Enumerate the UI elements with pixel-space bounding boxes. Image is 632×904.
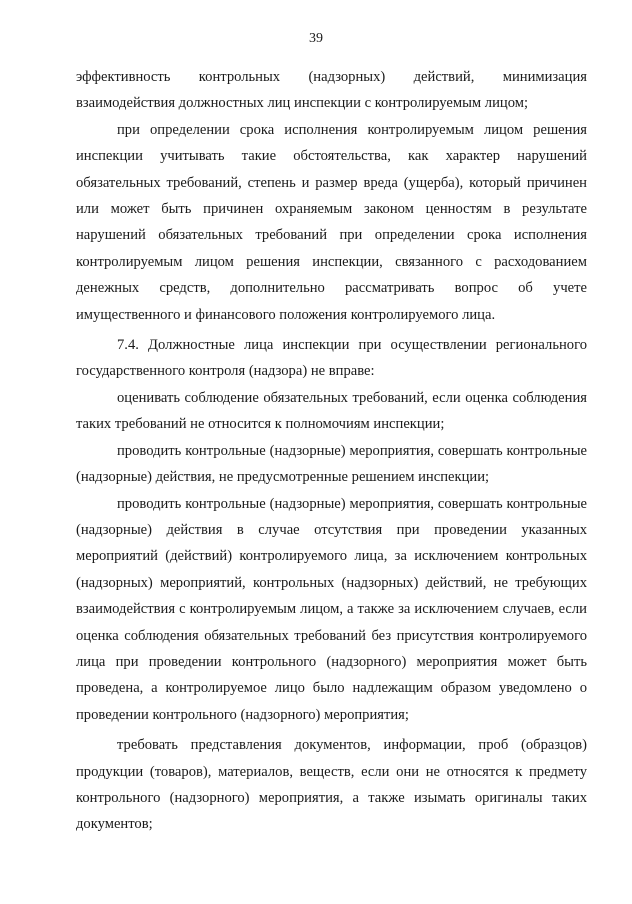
paragraph-unauthorized-actions: проводить контрольные (надзорные) мероприятия, совершать контрольные (надзорные) действия, не предусмотренные решением инспекции; <box>76 442 587 486</box>
page-number: 39 <box>309 31 323 46</box>
paragraph-assess-compliance: оценивать соблюдение обязательных требований, если оценка соблюдения таких требований не относится к полномочиям инспекции; <box>76 389 587 433</box>
paragraph-section-7-4: 7.4. Должностные лица инспекции при осуществлении регионального государственного контроля (надзора) не вправе: <box>76 337 587 380</box>
paragraph-execution-deadline: при определении срока исполнения контролируемым лицом решения инспекции учитывать такие обстоятельства, как характер нарушений обязательных требований, степень и размер вреда (ущерба), который причинен или может быть причинен охраняемым законом ценностям в результате нарушений обязательных требований при определении срока исполнения контролируемым лицом решения инспекции, связанного с расходованием денежных средств, дополнительно рассматривать вопрос об учете имущественного и финансового положения контролируемого лица. <box>76 121 587 323</box>
document-body <box>76 64 587 838</box>
paragraph-efficiency-continuation: эффективность контрольных (надзорных) действий, минимизация взаимодействия должностных лиц инспекции с контролируемым лицом; <box>76 69 587 112</box>
paragraph-absence-of-person: проводить контрольные (надзорные) мероприятия, совершать контрольные (надзорные) действия в случае отсутствия при проведении указанных мероприятий (действий) контролируемого лица, за исключением контрольных (надзорных) мероприятий, контрольных (надзорных) действий, не требующих взаимодействия с контролируемым лицом, а также за исключением случаев, если оценка соблюдения обязательных требований без присутствия контролируемого лица при проведении контрольного (надзорного) мероприятия может быть проведена, а контролируемое лицо было надлежащим образом уведомлено о проведении контрольного (надзорного) мероприятия; <box>76 495 587 723</box>
paragraph-request-documents: требовать представления документов, информации, проб (образцов) продукции (товаров), материалов, веществ, если они не относятся к предмету контрольного (надзорного) мероприятия, а также изымать оригиналы таких документов; <box>76 737 587 833</box>
